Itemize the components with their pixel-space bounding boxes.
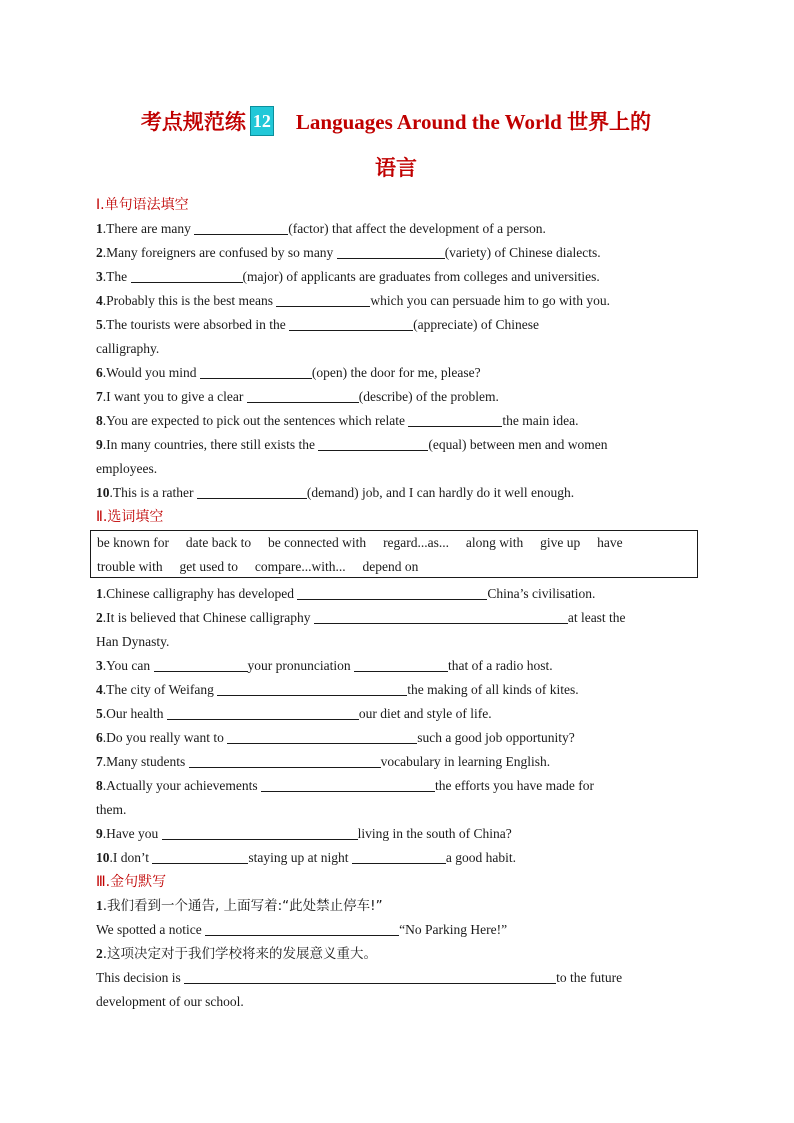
title-english: Languages Around the World: [295, 110, 562, 134]
word-bank-line-2: [97, 555, 697, 579]
answer-blank[interactable]: [352, 849, 446, 864]
s1-question-7: 7.I want you to give a clear (describe) of the problem.: [96, 389, 499, 404]
answer-blank[interactable]: [189, 753, 381, 768]
title-chinese-a: 世界上的: [567, 110, 652, 134]
s1-question-2: 2.Many foreigners are confused by so many (variety) of Chinese dialects.: [96, 245, 601, 260]
word-option: regard...as...: [383, 535, 450, 550]
s1-question-9: 9.In many countries, there still exists the (equal) between men and women employees.: [96, 437, 608, 476]
answer-blank[interactable]: [205, 921, 399, 936]
s2-question-6: 6.Do you really want to such a good job opportunity?: [96, 730, 575, 745]
word-option: get used to: [179, 559, 238, 574]
s3-item-1-english: We spotted a notice “No Parking Here!”: [96, 922, 508, 937]
s3-item-1-chinese: 1.我们看到一个通告, 上面写着:“此处禁止停车!”: [96, 898, 383, 914]
answer-blank[interactable]: [154, 657, 248, 672]
s2-question-7: 7.Many students vocabulary in learning English.: [96, 754, 551, 769]
s2-question-9: 9.Have you living in the south of China?: [96, 826, 512, 841]
word-bank-box: [90, 530, 698, 578]
answer-blank[interactable]: [167, 705, 359, 720]
answer-blank[interactable]: [261, 777, 435, 792]
answer-blank[interactable]: [162, 825, 358, 840]
s2-question-2: 2.It is believed that Chinese calligraphy at least the Han Dynasty.: [96, 610, 626, 649]
answer-blank[interactable]: [337, 244, 445, 259]
word-option: compare...with...: [254, 559, 346, 574]
answer-blank[interactable]: [247, 388, 359, 403]
word-option: date back to: [185, 535, 252, 550]
word-option: along with: [465, 535, 524, 550]
answer-blank[interactable]: [194, 220, 288, 235]
s3-item-2-chinese: 2.这项决定对于我们学校将来的发展意义重大。: [96, 946, 378, 962]
section1-heading: Ⅰ.单句语法填空: [96, 197, 189, 213]
word-option: depend on: [362, 559, 419, 574]
s3-item-2-english: This decision is to the future development of our school.: [96, 970, 623, 1009]
title-chinese-b: 语言: [375, 156, 417, 180]
s2-question-4: 4.The city of Weifang the making of all kinds of kites.: [96, 682, 579, 697]
s2-question-5: 5.Our health our diet and style of life.: [96, 706, 492, 721]
s1-question-5: 5.The tourists were absorbed in the (appreciate) of Chinese calligraphy.: [96, 317, 540, 356]
word-bank-line-1: [97, 531, 697, 555]
s2-question-8: 8.Actually your achievements the efforts you have made for them.: [96, 778, 595, 817]
answer-blank[interactable]: [131, 268, 243, 283]
answer-blank[interactable]: [217, 681, 407, 696]
answer-blank[interactable]: [297, 585, 487, 600]
answer-blank[interactable]: [227, 729, 417, 744]
lesson-number-badge: 12: [250, 106, 274, 136]
word-option: be known for: [97, 535, 169, 550]
s1-question-4: 4.Probably this is the best means which you can persuade him to go with you.: [96, 293, 610, 308]
s1-question-3: 3.The (major) of applicants are graduates from colleges and universities.: [96, 269, 600, 284]
answer-blank[interactable]: [276, 292, 370, 307]
s1-question-8: 8.You are expected to pick out the sentences which relate the main idea.: [96, 413, 579, 428]
answer-blank[interactable]: [200, 364, 312, 379]
answer-blank[interactable]: [408, 412, 502, 427]
section3-heading: Ⅲ.金句默写: [96, 874, 167, 890]
title-prefix: 考点规范练: [140, 110, 246, 134]
s2-question-1: 1.Chinese calligraphy has developed China’s civilisation.: [96, 586, 596, 601]
s2-question-3: 3.You can your pronunciation that of a radio host.: [96, 658, 553, 673]
word-option: give up: [540, 535, 581, 550]
answer-blank[interactable]: [184, 969, 556, 984]
answer-blank[interactable]: [289, 316, 413, 331]
word-option: have: [597, 535, 623, 550]
answer-blank[interactable]: [197, 484, 307, 499]
answer-blank[interactable]: [314, 609, 568, 624]
answer-blank[interactable]: [354, 657, 448, 672]
answer-blank[interactable]: [152, 849, 248, 864]
s1-question-6: 6.Would you mind (open) the door for me, please?: [96, 365, 481, 380]
s1-question-1: 1.There are many (factor) that affect the development of a person.: [96, 221, 546, 236]
word-option: trouble with: [97, 559, 163, 574]
s1-question-10: 10.This is a rather (demand) job, and I can hardly do it well enough.: [96, 485, 575, 500]
answer-blank[interactable]: [318, 436, 428, 451]
page-title: [96, 104, 696, 140]
word-option: be connected with: [267, 535, 367, 550]
section2-heading: Ⅱ.选词填空: [96, 509, 164, 525]
s2-question-10: 10.I don’t staying up at night a good habit.: [96, 850, 516, 865]
